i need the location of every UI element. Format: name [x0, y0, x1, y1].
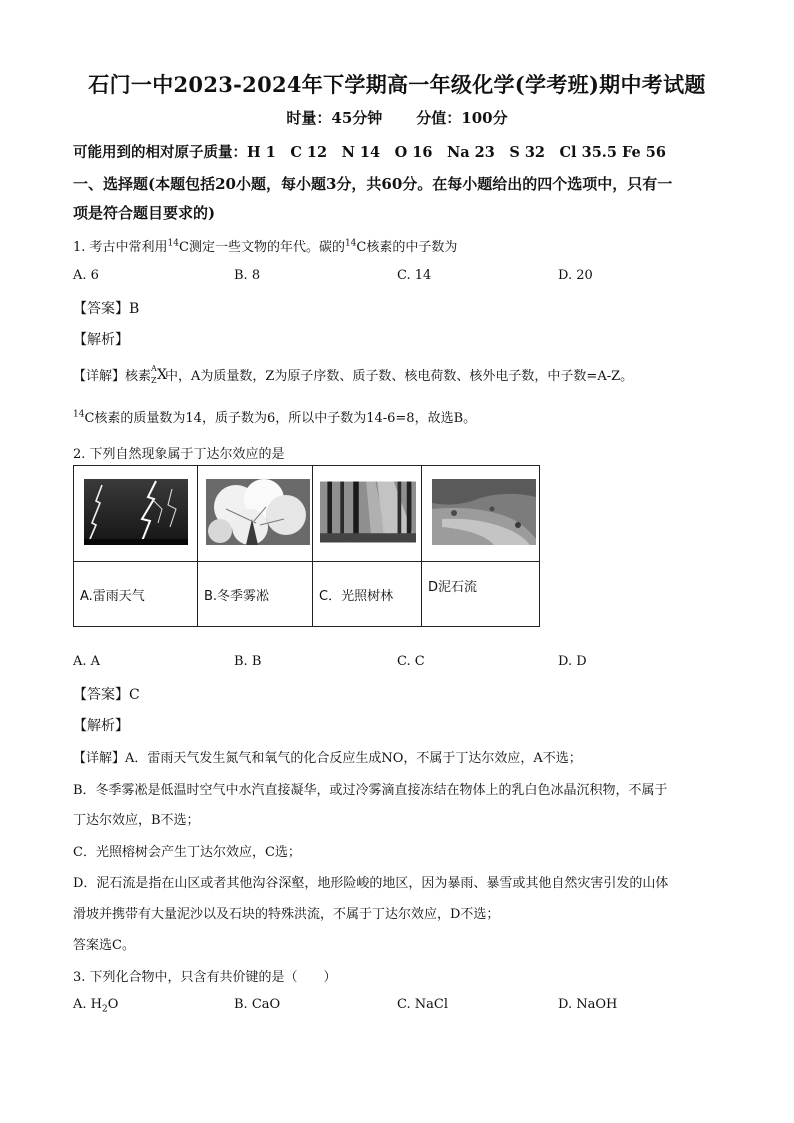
- image-cell-a: [74, 466, 198, 562]
- image-cell-c: [313, 466, 422, 562]
- caption-d: D泥石流: [422, 562, 540, 627]
- q2-answer: 【答案】C: [73, 687, 140, 703]
- q1-stem: 1. 考古中常利用$^{14}$C测定一些文物的年代。碳的$^{14}$C核素的中子数为: [73, 238, 458, 255]
- rime-frost-image: [206, 479, 310, 545]
- q3-option-d: D. NaOH: [558, 997, 618, 1012]
- caption-a: A.雷雨天气: [74, 562, 198, 627]
- q2-option-a: A. A: [73, 654, 101, 669]
- q2-option-c: C. C: [397, 654, 425, 669]
- atomic-masses: 可能用到的相对原子质量：H 1 C 12 N 14 O 16 Na 23 S 32 Cl 35.5 Fe 56: [73, 144, 666, 161]
- page-title: 石门一中2023-2024年下学期高一年级化学(学考班)期中考试题: [88, 72, 706, 97]
- image-cell-d: [422, 466, 540, 562]
- q2-detail-c: C．光照榕树会产生丁达尔效应，C选；: [73, 845, 301, 860]
- q2-detail-b1: B．冬季雾凇是低温时空气中水汽直接凝华，或过冷雾滴直接冻结在物体上的乳白色冰晶沉积物，不属于: [73, 783, 668, 798]
- q2-analysis-label: 【解析】: [73, 718, 129, 734]
- q2-detail-b2: 丁达尔效应，B不选；: [73, 813, 200, 828]
- section-heading-line1: 一、选择题(本题包括20小题，每小题3分，共60分。在每小题给出的四个选项中，只有一: [73, 175, 673, 193]
- exam-time: 时量：45分钟: [286, 109, 383, 127]
- caption-c: C．光照树林: [313, 562, 422, 627]
- q1-option-a: A. 6: [73, 268, 99, 283]
- q3-option-c: C. NaCl: [397, 997, 448, 1012]
- sunlit-forest-image: [320, 479, 416, 545]
- q2-option-d: D. D: [558, 654, 587, 669]
- section-heading-line2: 项是符合题目要求的): [73, 204, 216, 222]
- q2-conclusion: 答案选C。: [73, 938, 135, 953]
- q1-detail-1: 【详解】核素 A Z X 中，A为质量数，Z为原子序数、质子数、核电荷数、核外电子数，中子数=A-Z。: [73, 364, 634, 385]
- q1-option-d: D. 20: [558, 268, 593, 283]
- q3-option-b: B. CaO: [234, 997, 281, 1012]
- image-cell-b: [198, 466, 313, 562]
- exam-score: 分值：100分: [416, 109, 508, 127]
- q2-detail-a: 【详解】A．雷雨天气发生氮气和氧气的化合反应生成NO，不属于丁达尔效应，A不选；: [73, 751, 582, 766]
- q1-detail-2: $^{14}$C核素的质量数为14，质子数为6，所以中子数为14-6=8，故选B。: [73, 409, 477, 426]
- q1-option-c: C. 14: [397, 268, 432, 283]
- nuclide-symbol: A Z X: [151, 364, 167, 385]
- q1-answer: 【答案】B: [73, 301, 140, 317]
- q3-stem: 3. 下列化合物中，只含有共价键的是（ ）: [73, 970, 337, 985]
- q3-option-a: A. $H_2O$: [73, 997, 119, 1015]
- q2-detail-d2: 滑坡并携带有大量泥沙以及石块的特殊洪流，不属于丁达尔效应，D不选；: [73, 907, 500, 922]
- q1-option-b: B. 8: [234, 268, 261, 283]
- q2-option-b: B. B: [234, 654, 262, 669]
- q2-stem: 2. 下列自然现象属于丁达尔效应的是: [73, 447, 285, 462]
- q1-analysis-label: 【解析】: [73, 332, 129, 348]
- caption-b: B.冬季雾凇: [198, 562, 313, 627]
- q2-image-table: [73, 465, 540, 627]
- q2-detail-d1: D．泥石流是指在山区或者其他沟谷深壑，地形险峻的地区，因为暴雨、暴雪或其他自然灾害引发的山体: [73, 876, 669, 891]
- mudslide-image: [432, 479, 536, 545]
- lightning-storm-image: [84, 479, 188, 545]
- exam-meta: [0, 107, 794, 128]
